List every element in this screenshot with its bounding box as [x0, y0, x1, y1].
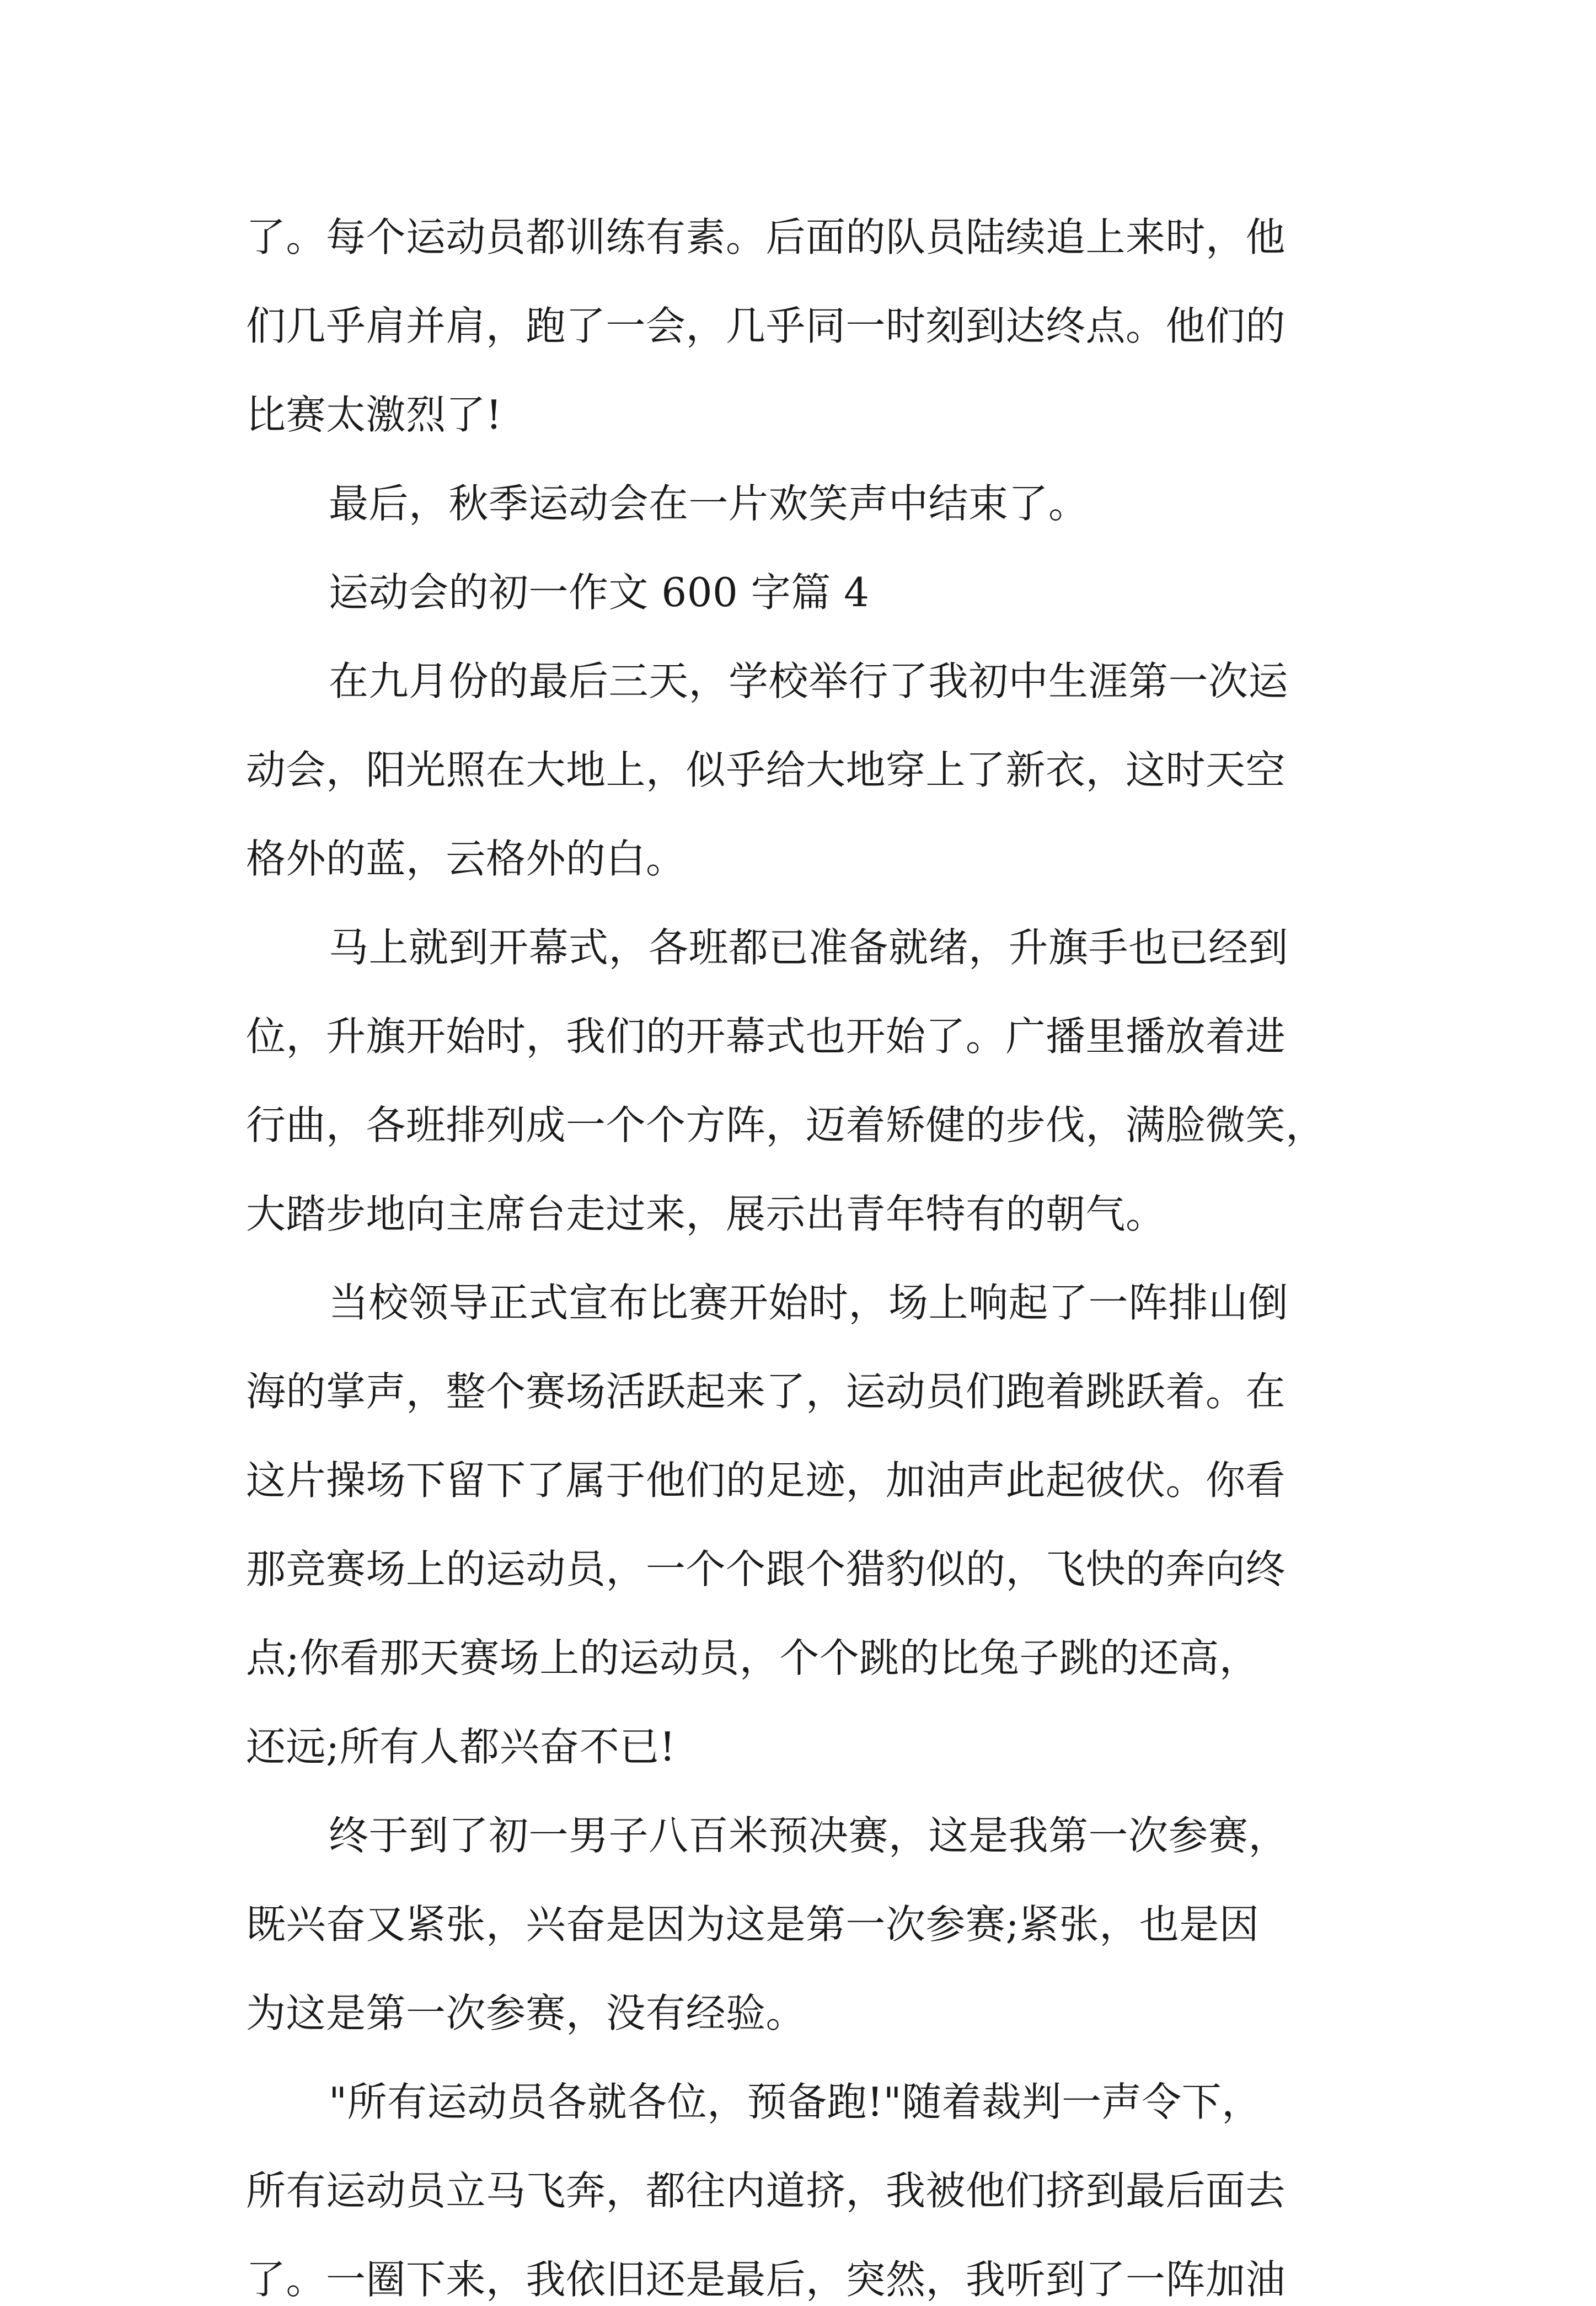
text-line: 点;你看那天赛场上的运动员，个个跳的比兔子跳的还高，	[246, 1635, 1260, 1681]
text-line: 位，升旗开始时，我们的开幕式也开始了。广播里播放着进	[246, 1013, 1286, 1060]
text-line: "所有运动员各就各位，预备跑!"随着裁判一声令下，	[329, 2079, 1262, 2125]
text-line: 动会，阳光照在大地上，似乎给大地穿上了新衣，这时天空	[246, 747, 1286, 793]
text-line: 既兴奋又紧张，兴奋是因为这是第一次参赛;紧张，也是因	[246, 1901, 1260, 1947]
text-line: 海的掌声，整个赛场活跃起来了，运动员们跑着跳跃着。在	[246, 1368, 1286, 1415]
text-line: 了。一圈下来，我依旧还是最后，突然，我听到了一阵加油	[246, 2256, 1286, 2303]
text-line: 们几乎肩并肩，跑了一会，几乎同一时刻到达终点。他们的	[246, 303, 1286, 349]
text-line: 比赛太激烈了!	[246, 392, 502, 438]
section-heading: 运动会的初一作文 600 字篇 4	[329, 569, 870, 616]
text-line: 这片操场下留下了属于他们的足迹，加油声此起彼伏。你看	[246, 1457, 1286, 1504]
text-line: 了。每个运动员都训练有素。后面的队员陆续追上来时，他	[246, 214, 1286, 260]
text-line: 格外的蓝，云格外的白。	[246, 836, 686, 882]
text-line: 终于到了初一男子八百米预决赛，这是我第一次参赛，	[329, 1812, 1289, 1859]
text-line: 大踏步地向主席台走过来，展示出青年特有的朝气。	[246, 1191, 1166, 1237]
text-line: 马上就到开幕式，各班都已准备就绪，升旗手也已经到	[329, 924, 1289, 971]
text-line: 在九月份的最后三天，学校举行了我初中生涯第一次运	[329, 658, 1289, 704]
text-line: 那竞赛场上的运动员，一个个跟个猎豹似的，飞快的奔向终	[246, 1546, 1286, 1592]
text-line: 当校领导正式宣布比赛开始时，场上响起了一阵排山倒	[329, 1280, 1289, 1326]
text-line: 所有运动员立马飞奔，都往内道挤，我被他们挤到最后面去	[246, 2168, 1286, 2214]
text-line: 行曲，各班排列成一个个方阵，迈着矫健的步伐，满脸微笑，	[246, 1102, 1326, 1148]
text-line: 还远;所有人都兴奋不已!	[246, 1724, 676, 1770]
text-line: 为这是第一次参赛，没有经验。	[246, 1990, 806, 2036]
text-line: 最后，秋季运动会在一片欢笑声中结束了。	[329, 480, 1089, 527]
